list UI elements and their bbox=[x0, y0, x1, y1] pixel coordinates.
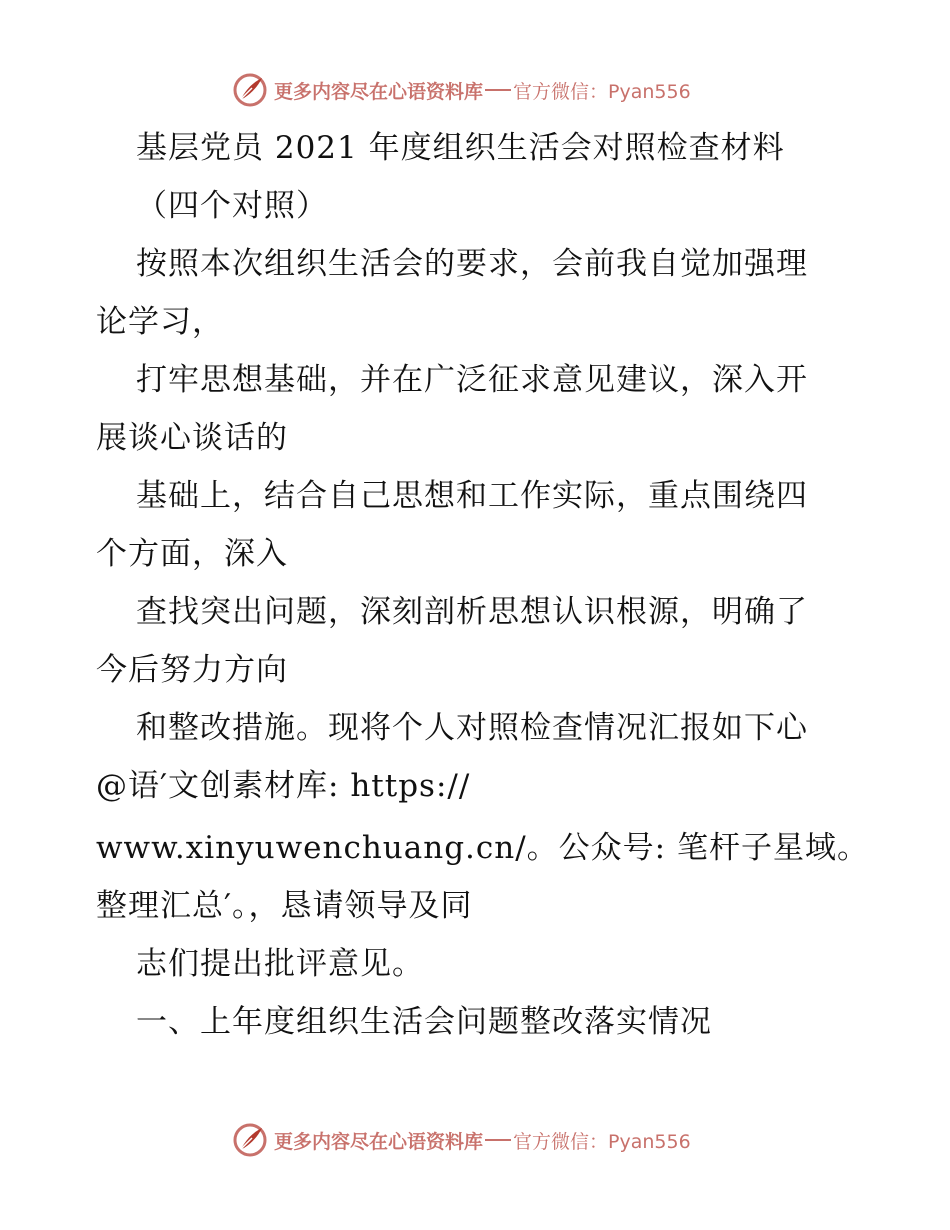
paragraph-line: 论学习， bbox=[96, 304, 224, 340]
paragraph-line: 打牢思想基础，并在广泛征求意见建议，深入开 bbox=[136, 362, 808, 398]
header-watermark bbox=[232, 72, 691, 108]
document-subtitle: （四个对照） bbox=[136, 188, 328, 224]
watermark-site-text: 更多内容尽在心语资料库 bbox=[274, 80, 484, 103]
watermark-site-text: 更多内容尽在心语资料库 bbox=[274, 1130, 484, 1153]
watermark-wechat-text: 官方微信：Pyan556 bbox=[513, 80, 691, 103]
paragraph-line: @语′文创素材库: https:// bbox=[96, 768, 471, 804]
footer-watermark bbox=[232, 1122, 691, 1158]
watermark-wechat-text: 官方微信：Pyan556 bbox=[513, 1130, 691, 1153]
watermark-dash bbox=[485, 89, 511, 91]
paragraph-line: 整理汇总′。，恳请领导及同 bbox=[96, 888, 473, 924]
paragraph-line: www.xinyuwenchuang.cn/。公众号: 笔杆子星域。 bbox=[96, 830, 869, 866]
paragraph-line: 查找突出问题，深刻剖析思想认识根源，明确了 bbox=[136, 594, 808, 630]
paragraph-line: 和整改措施。现将个人对照检查情况汇报如下心 bbox=[136, 710, 808, 746]
paragraph-line: 展谈心谈话的 bbox=[96, 420, 288, 456]
feather-pen-logo-icon bbox=[232, 1122, 268, 1158]
paragraph-line: 按照本次组织生活会的要求，会前我自觉加强理 bbox=[136, 246, 808, 282]
paragraph-line: 基础上，结合自己思想和工作实际，重点围绕四 bbox=[136, 478, 808, 514]
paragraph-line: 今后努力方向 bbox=[96, 652, 288, 688]
paragraph-line: 个方面，深入 bbox=[96, 536, 288, 572]
feather-pen-logo-icon bbox=[232, 72, 268, 108]
document-title: 基层党员 2021 年度组织生活会对照检查材料 bbox=[136, 130, 785, 166]
watermark-dash bbox=[485, 1139, 511, 1141]
section-heading: 一、上年度组织生活会问题整改落实情况 bbox=[136, 1004, 712, 1040]
paragraph-line: 志们提出批评意见。 bbox=[136, 946, 424, 982]
